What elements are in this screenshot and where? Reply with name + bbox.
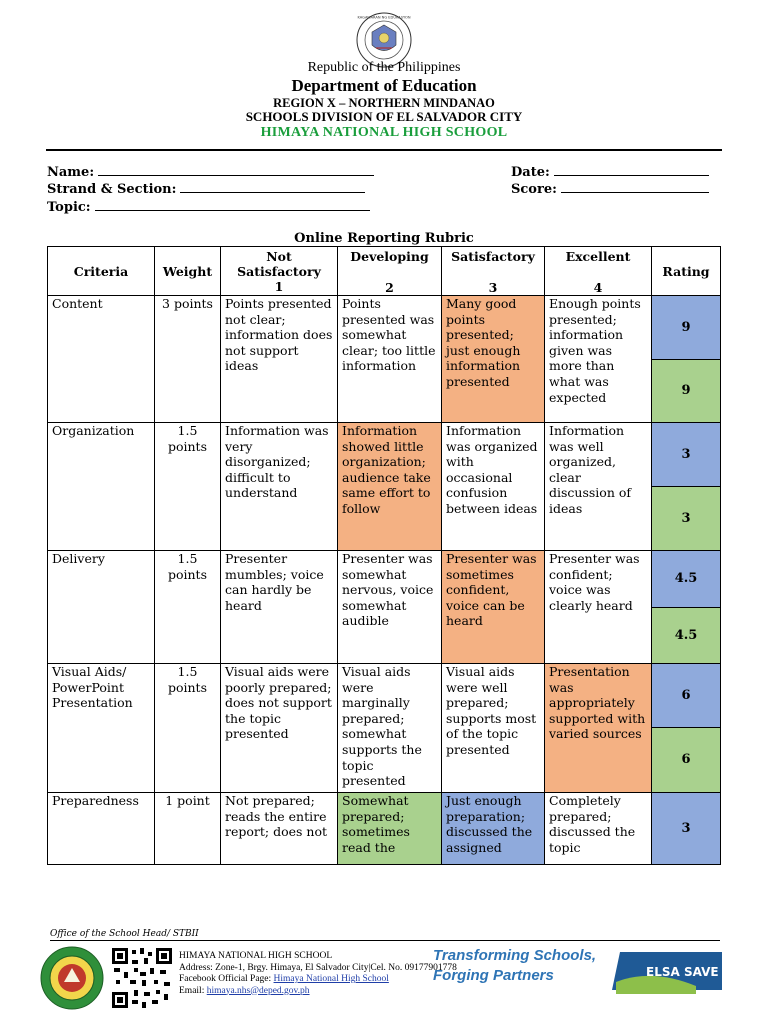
weight-cell: 1.5 points	[155, 664, 221, 793]
excellent-cell: Enough points presented; information given was more than what was expected	[545, 296, 652, 423]
name-line[interactable]	[98, 162, 374, 176]
footer-address: Address: Zone-1, Brgy. Himaya, El Salvador City|Cel. No. 09177901778	[179, 962, 457, 973]
footer-email-label: Email:	[179, 985, 205, 996]
rating-cell[interactable]: 3	[652, 423, 721, 487]
criteria-cell: Content	[48, 296, 155, 423]
weight-cell: 1 point	[155, 793, 221, 865]
rating-cell[interactable]: 3	[652, 487, 721, 551]
header-excellent-num: 4	[593, 280, 603, 295]
rating-cell[interactable]: 4.5	[652, 608, 721, 664]
topic-label: Topic:	[47, 200, 91, 215]
strand-line[interactable]	[180, 179, 365, 193]
rubric-table	[47, 246, 721, 865]
weight-cell: 1.5 points	[155, 551, 221, 664]
rating-cell[interactable]: 6	[652, 664, 721, 728]
not-satisfactory-cell: Not prepared; reads the entire report; does not	[221, 793, 338, 865]
header-excellent	[545, 247, 652, 296]
qr-code-icon	[110, 946, 174, 1010]
footer-facebook-label: Facebook Official Page:	[179, 974, 272, 984]
header-not-satisfactory	[221, 247, 338, 296]
strand-field[interactable]	[47, 179, 365, 197]
slogan	[433, 946, 596, 986]
weight-cell: 1.5 points	[155, 423, 221, 551]
elsa-text: ELSA SAVE	[646, 965, 719, 979]
department-line: Department of Education	[291, 76, 477, 95]
header-criteria: Criteria	[48, 247, 155, 296]
header-satisfactory	[442, 247, 545, 296]
footer-office: Office of the School Head/ STBII	[50, 929, 199, 939]
header-divider	[46, 149, 722, 151]
date-line[interactable]	[554, 162, 709, 176]
footer-email	[179, 986, 457, 998]
facebook-link[interactable]: Himaya National High School	[273, 974, 389, 984]
header-not-satisfactory-label: Not Satisfactory	[237, 248, 321, 279]
rubric-title: Online Reporting Rubric	[294, 231, 474, 246]
header-excellent-label: Excellent	[565, 249, 631, 264]
email-link[interactable]: himaya.nhs@deped.gov.ph	[206, 985, 310, 996]
school-logo-icon	[40, 946, 104, 1010]
date-label: Date:	[511, 165, 550, 180]
rating-cell[interactable]: 9	[652, 360, 721, 423]
header-not-satisfactory-num: 1	[274, 278, 284, 294]
footer-info	[179, 951, 457, 997]
footer-divider	[50, 940, 720, 941]
seal-text: KAGAWARAN NG EDUKASYON	[357, 15, 411, 20]
table-row-organization	[48, 423, 721, 487]
topic-line[interactable]	[95, 197, 370, 211]
slogan-line-2: Forging Partners	[433, 967, 554, 984]
excellent-cell: Information was well organized, clear discussion of ideas	[545, 423, 652, 551]
excellent-cell: Presentation was appropriately supported with varied sources	[545, 664, 652, 793]
division-line: SCHOOLS DIVISION OF EL SALVADOR CITY	[245, 109, 523, 124]
satisfactory-cell: Presenter was sometimes confident, voice can be heard	[442, 551, 545, 664]
header-weight: Weight	[155, 247, 221, 296]
footer-facebook	[179, 974, 457, 986]
name-label: Name:	[47, 165, 95, 180]
header-satisfactory-num: 3	[488, 280, 498, 295]
developing-cell: Points presented was somewhat clear; too little information	[338, 296, 442, 423]
satisfactory-cell: Many good points presented; just enough information presented	[442, 296, 545, 423]
score-label: Score:	[511, 182, 557, 197]
header-developing	[338, 247, 442, 296]
satisfactory-cell: Information was organized with occasional confusion between ideas	[442, 423, 545, 551]
developing-cell: Visual aids were marginally prepared; somewhat supports the topic presented	[338, 664, 442, 793]
name-field[interactable]	[47, 162, 374, 180]
footer-school: HIMAYA NATIONAL HIGH SCHOOL	[179, 951, 333, 961]
header-satisfactory-label: Satisfactory	[451, 249, 535, 264]
excellent-cell: Completely prepared; discussed the topic	[545, 793, 652, 865]
table-row-preparedness	[48, 793, 721, 865]
region-line: REGION X – NORTHERN MINDANAO	[273, 96, 495, 110]
elsa-save-logo-icon	[612, 946, 722, 996]
rating-cell[interactable]: 4.5	[652, 551, 721, 608]
criteria-cell: Preparedness	[48, 793, 155, 865]
topic-field[interactable]	[47, 197, 370, 215]
excellent-cell: Presenter was confident; voice was clearly heard	[545, 551, 652, 664]
not-satisfactory-cell: Points presented not clear; information does not support ideas	[221, 296, 338, 423]
criteria-cell: Organization	[48, 423, 155, 551]
date-field[interactable]	[511, 162, 709, 180]
developing-cell: Presenter was somewhat nervous, voice somewhat audible	[338, 551, 442, 664]
header-developing-num: 2	[385, 280, 394, 295]
table-header-row	[48, 247, 721, 296]
republic-line: Republic of the Philippines	[307, 60, 461, 75]
weight-cell: 3 points	[155, 296, 221, 423]
rating-cell[interactable]: 6	[652, 728, 721, 793]
developing-cell: Somewhat prepared; sometimes read the	[338, 793, 442, 865]
developing-cell: Information showed little organization; audience take same effort to follow	[338, 423, 442, 551]
strand-label: Strand & Section:	[47, 182, 177, 197]
rating-cell[interactable]: 9	[652, 296, 721, 360]
not-satisfactory-cell: Presenter mumbles; voice can hardly be heard	[221, 551, 338, 664]
score-field[interactable]	[511, 179, 709, 197]
header-rating: Rating	[652, 247, 721, 296]
criteria-cell: Visual Aids/ PowerPoint Presentation	[48, 664, 155, 793]
table-row-content	[48, 296, 721, 360]
not-satisfactory-cell: Visual aids were poorly prepared; does not support the topic presented	[221, 664, 338, 793]
score-line[interactable]	[561, 179, 709, 193]
table-row-visual-aids	[48, 664, 721, 728]
slogan-line-1: Transforming Schools,	[433, 947, 597, 964]
header-developing-label: Developing	[350, 249, 429, 264]
table-row-delivery	[48, 551, 721, 608]
criteria-cell: Delivery	[48, 551, 155, 664]
school-name: HIMAYA NATIONAL HIGH SCHOOL	[260, 125, 508, 140]
rating-cell[interactable]: 3	[652, 793, 721, 865]
satisfactory-cell: Visual aids were well prepared; supports most of the topic presented	[442, 664, 545, 793]
satisfactory-cell: Just enough preparation; discussed the assigned	[442, 793, 545, 865]
not-satisfactory-cell: Information was very disorganized; difficult to understand	[221, 423, 338, 551]
